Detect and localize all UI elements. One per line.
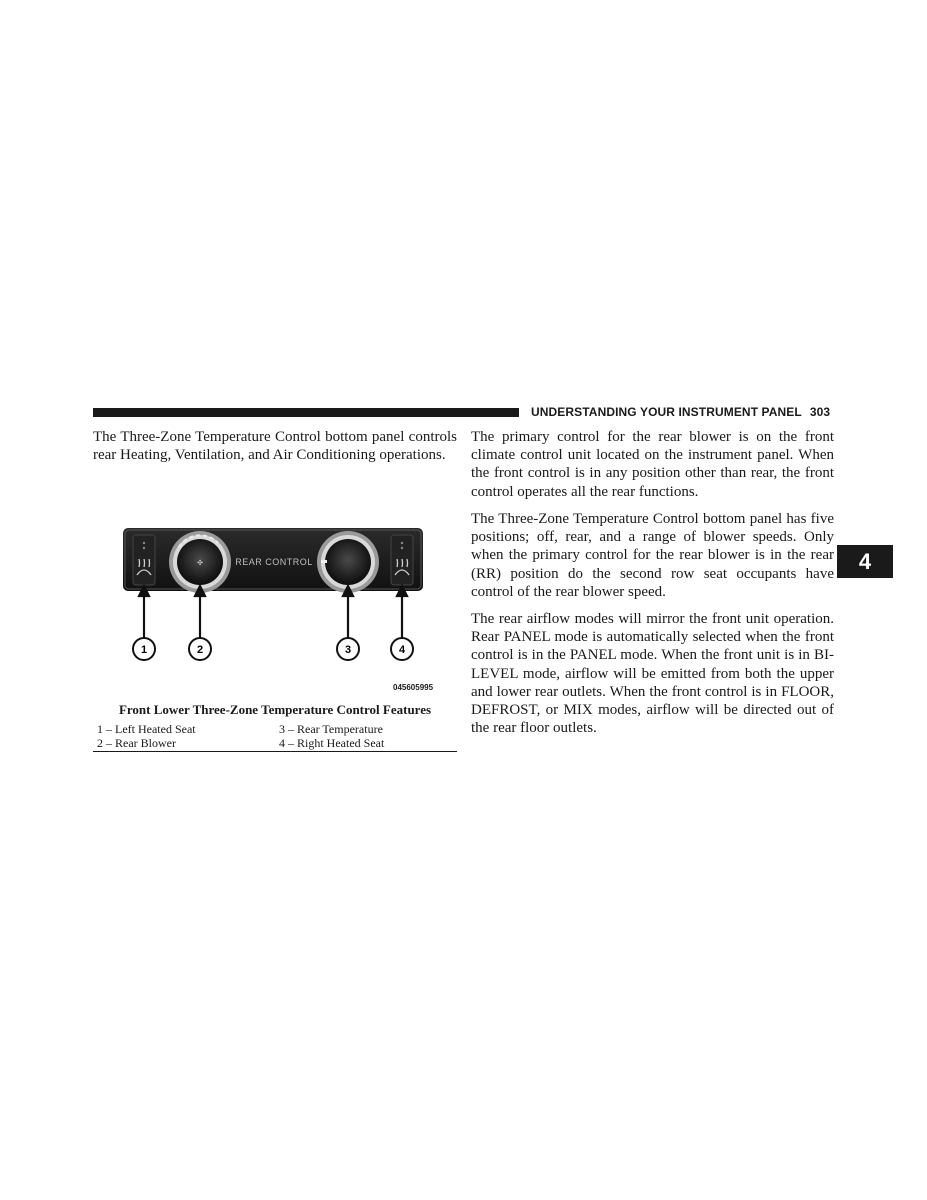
callout-4: 4 — [398, 644, 406, 656]
left-paragraph-1: The Three-Zone Temperature Control bottom panel controls rear Heating, Ventilation, and Air Conditioning operations. — [93, 429, 457, 464]
callout-1: 1 — [140, 644, 148, 656]
right-heated-seat-button — [391, 535, 413, 585]
right-paragraph-2: The Three-Zone Temperature Control bottom panel has five positions; off, rear, and a range of blower speeds. Only when the primary control for the rear blower is in the rear (RR) position do the second row seat occupants have control of the rear blower speed. — [471, 511, 834, 600]
legend-item: 1 – Left Heated Seat — [97, 722, 196, 736]
panel-illustration — [93, 525, 457, 695]
running-header — [531, 405, 830, 419]
header-rule — [93, 408, 519, 417]
legend-rule — [93, 751, 457, 752]
legend-row — [93, 722, 457, 736]
rear-control-panel-figure — [93, 525, 457, 695]
figure-legend — [93, 722, 457, 750]
page-number: 303 — [809, 405, 831, 419]
left-heated-seat-button — [133, 535, 155, 585]
panel-label: REAR CONTROL — [235, 557, 313, 567]
callout-3: 3 — [344, 644, 352, 656]
callout-2: 2 — [196, 644, 204, 656]
right-paragraph-1: The primary control for the rear blower is on the front climate control unit located on the instrument panel. When the front control is in any position other than rear, the front control operates all the rear functions. — [471, 429, 834, 500]
fan-icon: ✣ — [197, 559, 203, 567]
right-paragraph-3: The rear airflow modes will mirror the front unit operation. Rear PANEL mode is automatically selected when the front control is in the PANEL mode. When the front unit is in BI-LEVEL mode, airflow will be emitted from both the upper and lower rear outlets. When the front control is in FLOOR, DEFROST, or MIX modes, airflow will be directed out of the rear floor outlets. — [471, 611, 834, 737]
legend-item: 3 – Rear Temperature — [279, 722, 383, 736]
legend-item: 2 – Rear Blower — [97, 736, 176, 750]
legend-row — [93, 736, 457, 750]
figure-id: 045605995 — [393, 683, 434, 692]
figure-caption: Front Lower Three-Zone Temperature Control Features — [118, 702, 432, 717]
chapter-tab: 4 — [837, 545, 893, 578]
legend-item: 4 – Right Heated Seat — [279, 736, 385, 750]
section-title: UNDERSTANDING YOUR INSTRUMENT PANEL — [531, 405, 802, 419]
